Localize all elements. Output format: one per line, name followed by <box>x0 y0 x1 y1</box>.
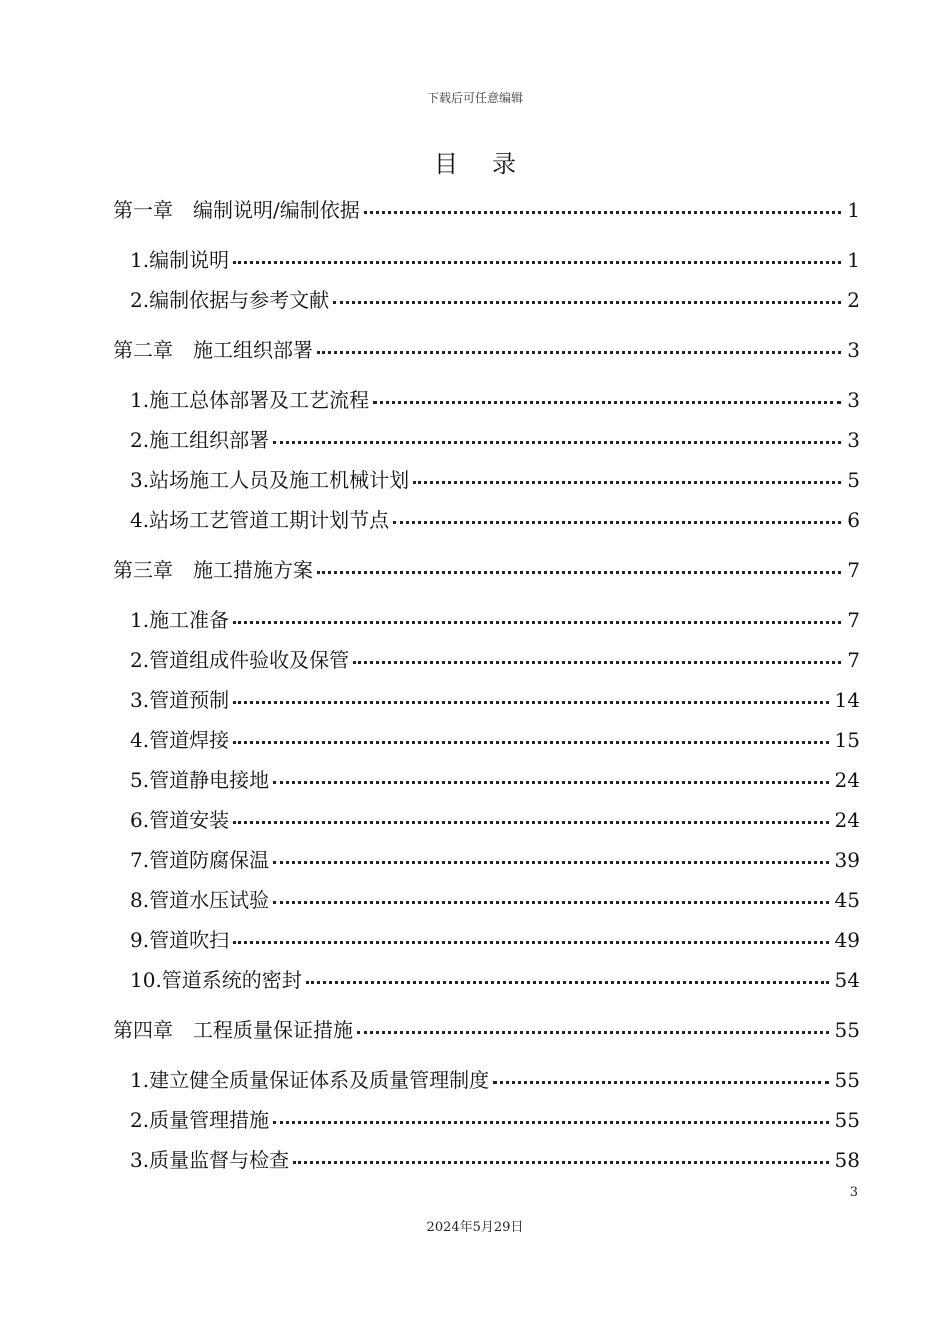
toc-entry-page: 3 <box>847 338 860 362</box>
dot-leader <box>393 520 841 524</box>
toc-entry-section[interactable] <box>130 508 860 532</box>
toc-entry-page: 39 <box>834 848 860 872</box>
toc-entry-page: 55 <box>834 1018 860 1042</box>
dot-leader <box>233 260 841 264</box>
toc-entry-section[interactable] <box>130 428 860 452</box>
toc-entry-label: 8.管道水压试验 <box>130 888 270 912</box>
toc-entry-page: 58 <box>834 1148 860 1172</box>
toc-entry-section[interactable] <box>130 288 860 312</box>
toc-entry-label: 第二章 施工组织部署 <box>113 338 313 362</box>
dot-leader <box>233 820 828 824</box>
toc-entry-label: 1.建立健全质量保证体系及质量管理制度 <box>130 1068 490 1092</box>
page-header: 下载后可任意编辑 <box>426 91 523 105</box>
toc-entry-page: 55 <box>834 1068 860 1092</box>
toc-entry-label: 1.编制说明 <box>130 248 230 272</box>
dot-leader <box>493 1080 828 1084</box>
toc-entry-label: 5.管道静电接地 <box>130 768 270 792</box>
toc-entry-label: 3.站场施工人员及施工机械计划 <box>130 468 410 492</box>
dot-leader <box>233 940 828 944</box>
toc-entry-chapter-1[interactable] <box>113 198 860 222</box>
toc-entry-chapter-4[interactable] <box>113 1018 860 1042</box>
toc-entry-label: 4.站场工艺管道工期计划节点 <box>130 508 390 532</box>
toc-entry-label: 3.管道预制 <box>130 688 230 712</box>
toc-entry-label: 2.编制依据与参考文献 <box>130 288 330 312</box>
toc-entry-label: 3.质量监督与检查 <box>130 1148 290 1172</box>
dot-leader <box>233 740 828 744</box>
toc-entry-label: 4.管道焊接 <box>130 728 230 752</box>
toc-entry-page: 54 <box>834 968 860 992</box>
toc-entry-page: 14 <box>834 688 860 712</box>
toc-entry-section[interactable] <box>130 768 860 792</box>
toc-entry-label: 第四章 工程质量保证措施 <box>113 1018 353 1042</box>
dot-leader <box>306 980 829 984</box>
dot-leader <box>273 1120 828 1124</box>
dot-leader <box>373 400 841 404</box>
toc-entry-page: 1 <box>847 248 860 272</box>
dot-leader <box>317 350 841 354</box>
toc-entry-page: 7 <box>847 558 860 582</box>
toc-entry-page: 5 <box>847 468 860 492</box>
toc-entry-page: 7 <box>847 648 860 672</box>
toc-entry-label: 10.管道系统的密封 <box>130 968 302 992</box>
toc-entry-label: 第三章 施工措施方案 <box>113 558 313 582</box>
footer-date: 2024年5月29日 <box>426 1220 524 1235</box>
dot-leader <box>273 780 828 784</box>
toc-entry-section[interactable] <box>130 968 860 992</box>
toc-entry-section[interactable] <box>130 468 860 492</box>
dot-leader <box>357 1030 829 1034</box>
toc-entry-page: 7 <box>847 608 860 632</box>
toc-entry-page: 2 <box>847 288 860 312</box>
page-number: 3 <box>849 1185 858 1200</box>
dot-leader <box>353 660 841 664</box>
toc-entry-chapter-3[interactable] <box>113 558 860 582</box>
toc-entry-page: 49 <box>834 928 860 952</box>
toc-entry-section[interactable] <box>130 808 860 832</box>
toc-entry-label: 1.施工总体部署及工艺流程 <box>130 388 370 412</box>
toc-entry-section[interactable] <box>130 728 860 752</box>
toc-entry-section[interactable] <box>130 648 860 672</box>
toc-entry-page: 45 <box>834 888 860 912</box>
toc-entry-section[interactable] <box>130 1148 860 1172</box>
toc-entry-page: 3 <box>847 388 860 412</box>
toc-entry-label: 1.施工准备 <box>130 608 230 632</box>
dot-leader <box>293 1160 828 1164</box>
toc-entry-page: 55 <box>834 1108 860 1132</box>
toc-entry-label: 第一章 编制说明/编制依据 <box>113 198 360 222</box>
toc-entry-page: 15 <box>834 728 860 752</box>
dot-leader <box>273 440 841 444</box>
toc-entry-section[interactable] <box>130 608 860 632</box>
toc-entry-label: 6.管道安装 <box>130 808 230 832</box>
toc-entry-section[interactable] <box>130 888 860 912</box>
dot-leader <box>233 700 828 704</box>
dot-leader <box>317 570 841 574</box>
toc-entry-section[interactable] <box>130 1108 860 1132</box>
toc-entry-label: 7.管道防腐保温 <box>130 848 270 872</box>
dot-leader <box>413 480 841 484</box>
toc-title: 目录 <box>434 150 550 178</box>
toc-entry-label: 2.施工组织部署 <box>130 428 270 452</box>
toc-entry-page: 6 <box>847 508 860 532</box>
toc-entry-section[interactable] <box>130 688 860 712</box>
dot-leader <box>273 860 828 864</box>
toc-entry-section[interactable] <box>130 388 860 412</box>
toc-entry-page: 3 <box>847 428 860 452</box>
dot-leader <box>364 210 842 214</box>
toc-entry-label: 9.管道吹扫 <box>130 928 230 952</box>
toc-entry-section[interactable] <box>130 1068 860 1092</box>
toc-entry-label: 2.质量管理措施 <box>130 1108 270 1132</box>
toc-entry-section[interactable] <box>130 928 860 952</box>
toc-entry-page: 1 <box>847 198 860 222</box>
dot-leader <box>233 620 841 624</box>
toc-entry-section[interactable] <box>130 848 860 872</box>
dot-leader <box>333 300 841 304</box>
toc-entry-page: 24 <box>834 808 860 832</box>
toc-entry-page: 24 <box>834 768 860 792</box>
toc-entry-section[interactable] <box>130 248 860 272</box>
toc-entry-label: 2.管道组成件验收及保管 <box>130 648 350 672</box>
toc-entry-chapter-2[interactable] <box>113 338 860 362</box>
dot-leader <box>273 900 828 904</box>
